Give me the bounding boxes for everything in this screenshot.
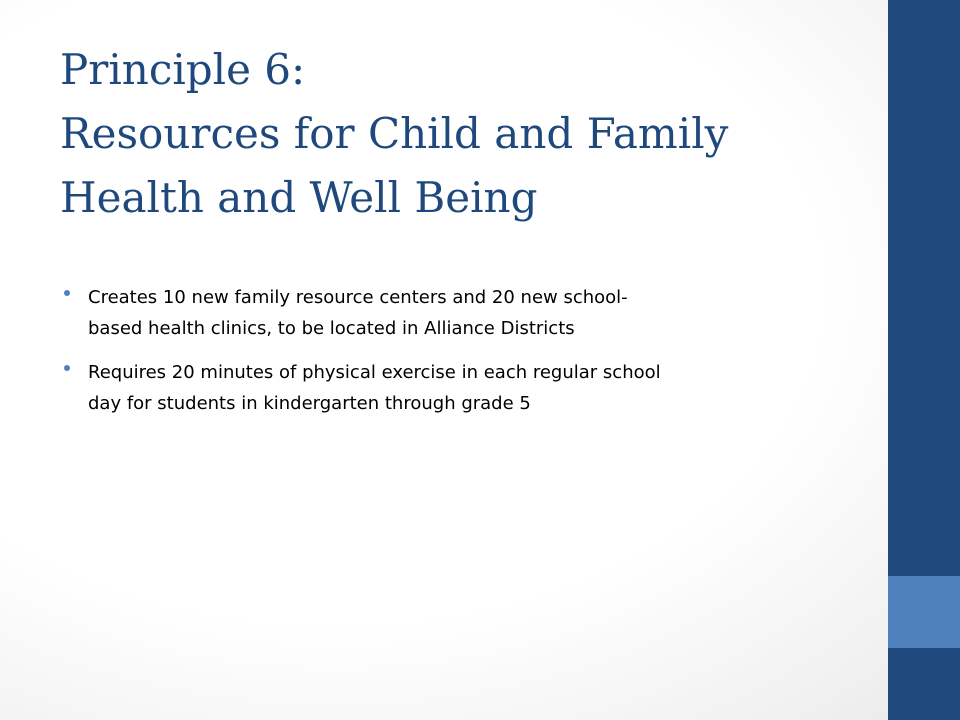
title-line-1: Principle 6: [60,45,306,94]
side-bar-accent [888,576,960,648]
bullet-line: day for students in kindergarten through grade 5 [88,393,531,414]
title-line-2: Resources for Child and Family [60,109,729,158]
bullet-item-2 [60,357,840,419]
slide-title [60,38,870,230]
bullet-list [60,282,840,432]
side-bar [888,0,960,720]
bullet-marker-icon [64,290,70,296]
bullet-line: based health clinics, to be located in Alliance Districts [88,318,575,339]
bullet-item-1 [60,282,840,344]
bullet-marker-icon [64,365,70,371]
bullet-line: Creates 10 new family resource centers and 20 new school- [88,287,628,308]
bullet-text [88,357,840,419]
bullet-line: Requires 20 minutes of physical exercise in each regular school [88,362,661,383]
bullet-text [88,282,840,344]
title-line-3: Health and Well Being [60,173,538,222]
